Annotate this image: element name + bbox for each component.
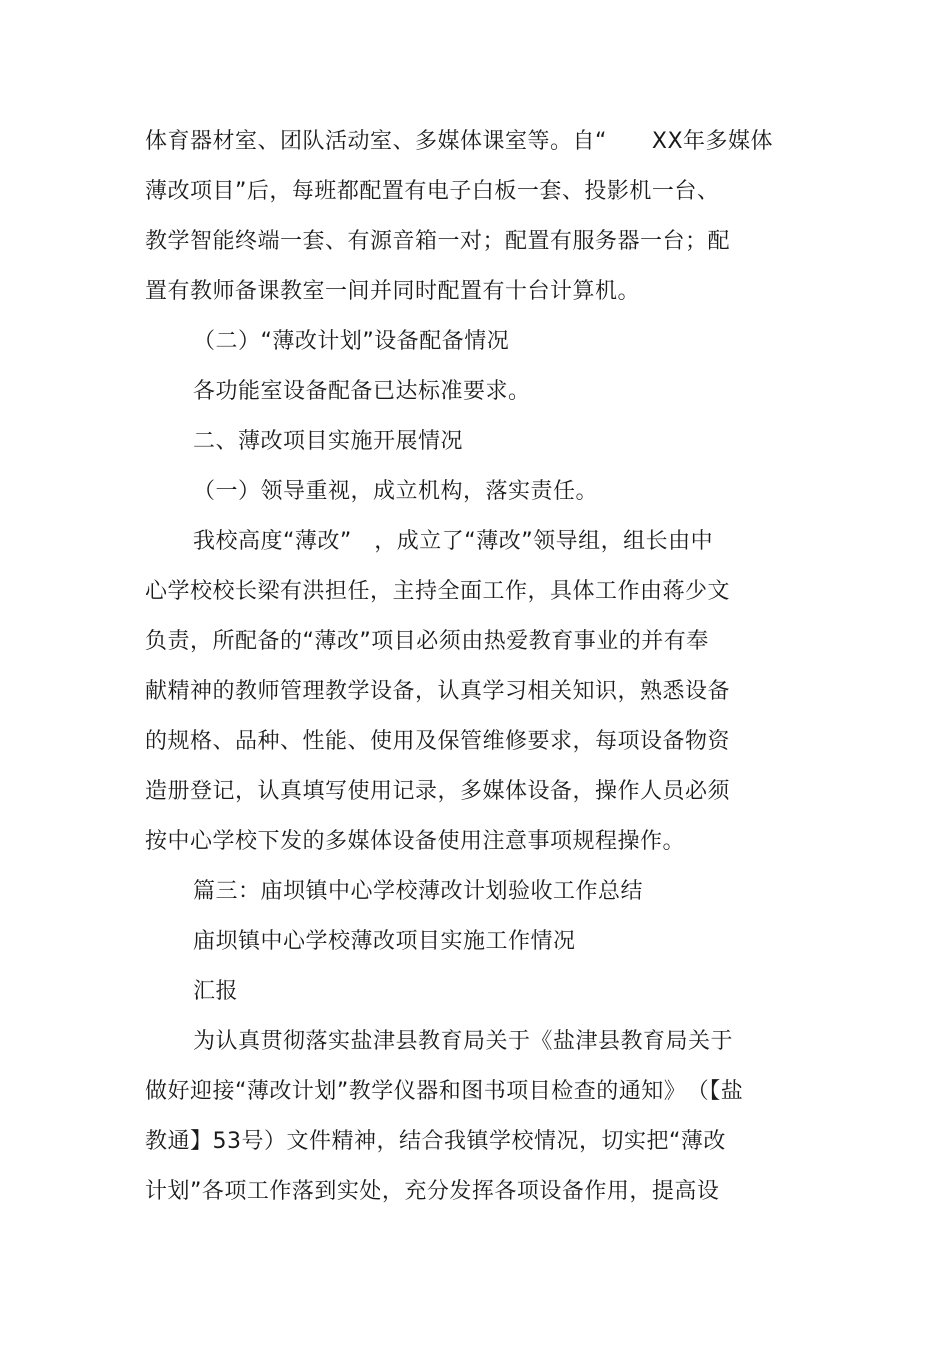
text-line: 献精神的教师管理教学设备，认真学习相关知识，熟悉设备 xyxy=(145,679,731,704)
text-line: 各功能室设备配备已达标准要求。 xyxy=(193,379,531,404)
text-line: 体育器材室、团队活动室、多媒体课室等。自“ XX年多媒体 xyxy=(145,129,774,154)
text-line: 负责，所配备的“薄改”项目必须由热爱教育事业的并有奉 xyxy=(145,629,709,654)
text-line: 教通】53号）文件精神，结合我镇学校情况，切实把“薄改 xyxy=(145,1129,726,1154)
section-heading: （一）领导重视，成立机构，落实责任。 xyxy=(193,479,599,504)
text-line: 心学校校长梁有洪担任，主持全面工作，具体工作由蒋少文 xyxy=(145,579,731,604)
text-line: 教学智能终端一套、有源音箱一对；配置有服务器一台；配 xyxy=(145,229,731,254)
section-heading: （二）“薄改计划”设备配备情况 xyxy=(193,329,510,354)
text-line: 按中心学校下发的多媒体设备使用注意事项规程操作。 xyxy=(145,829,686,854)
text-line: 薄改项目”后，每班都配置有电子白板一套、投影机一台、 xyxy=(145,179,720,204)
report-title: 汇报 xyxy=(193,979,239,1004)
section-heading: 二、薄改项目实施开展情况 xyxy=(193,429,464,454)
text-line: 造册登记，认真填写使用记录，多媒体设备，操作人员必须 xyxy=(145,779,731,804)
text-line: 的规格、品种、性能、使用及保管维修要求，每项设备物资 xyxy=(145,729,731,754)
text-line: 置有教师备课教室一间并同时配置有十台计算机。 xyxy=(145,279,641,304)
text-line: 我校高度“薄改” ，成立了“薄改”领导组，组长由中 xyxy=(193,529,714,554)
report-title: 庙坝镇中心学校薄改项目实施工作情况 xyxy=(193,929,576,954)
text-line: 做好迎接“薄改计划”教学仪器和图书项目检查的通知》 （【盐 xyxy=(145,1079,744,1104)
article-title: 篇三：庙坝镇中心学校薄改计划验收工作总结 xyxy=(193,879,644,904)
text-line: 为认真贯彻落实盐津县教育局关于《盐津县教育局关于 xyxy=(193,1029,734,1054)
text-line: 计划”各项工作落到实处，充分发挥各项设备作用，提高设 xyxy=(145,1179,720,1204)
